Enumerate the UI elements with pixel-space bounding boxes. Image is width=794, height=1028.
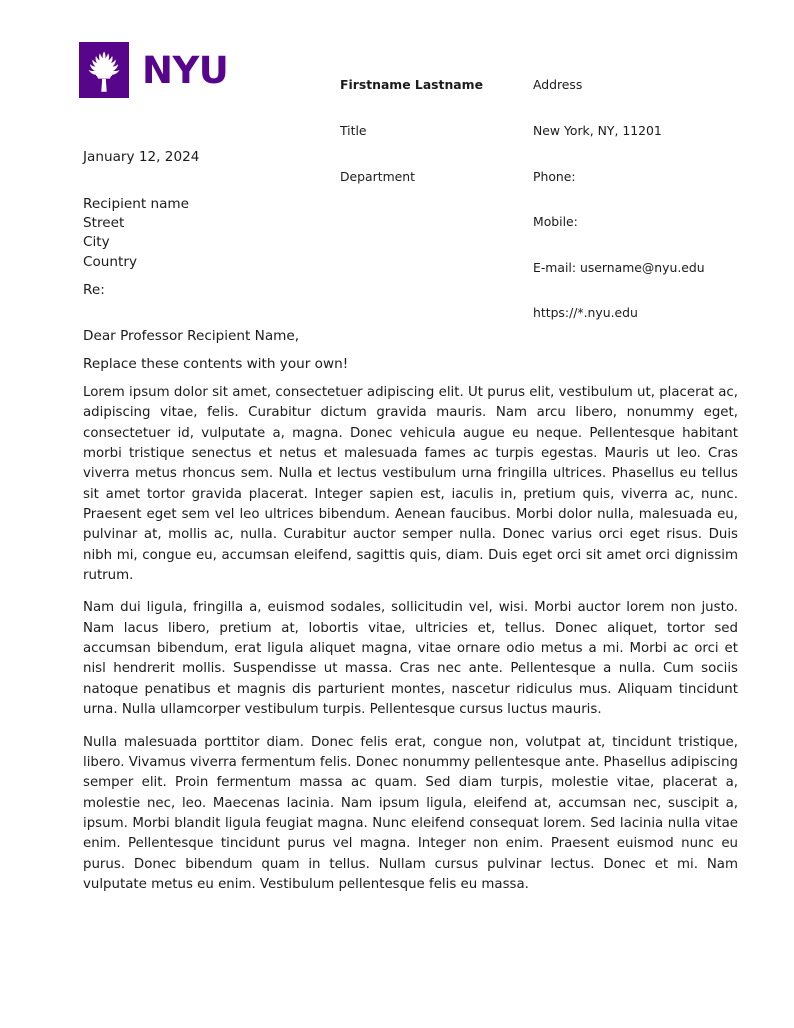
letter-date: January 12, 2024 — [83, 149, 200, 165]
recipient-city: City — [83, 234, 110, 251]
body-paragraph-1: Lorem ipsum dolor sit amet, consectetuer adipiscing elit. Ut purus elit, vestibulum ut, placerat ac, adipiscing vitae, felis. Curabitur dictum gravida mauris. Nam arcu libero, nonummy eget, consectetuer id, vulputate a, magna. Donec vehicula augue eu neque. Pellentesque habitant morbi tristique senectus et netus et malesuada fames ac turpis egestas. Mauris ut leo. Cras viverra metus rhoncus sem. Nulla et lectus vestibulum urna fringilla ultrices. Phasellus eu tellus sit amet tortor gravida placerat. Integer sapien est, iaculis in, pretium quis, viverra ac, nunc. Praesent eget sem vel leo ultrices bibendum. Aenean faucibus. Morbi dolor nulla, malesuada eu, pulvinar at, mollis ac, nulla. Curabitur auctor semper nulla. Donec varius orci eget risus. Duis nibh mi, congue eu, accumsan eleifend, sagittis quis, diam. Duis eget orci sit amet orci dignissim rutrum. — [83, 385, 738, 584]
contact-website: https://*.nyu.edu — [533, 305, 638, 321]
nyu-wordmark: NYU — [142, 48, 229, 92]
intro-line: Replace these contents with your own! — [83, 356, 349, 372]
body-paragraph-3: Nulla malesuada porttitor diam. Donec felis erat, congue non, volutpat at, tincidunt tristique, libero. Vivamus viverra fermentum felis. Donec nonummy pellentesque ante. Phasellus adipiscing semper elit. Proin fermentum massa ac quam. Sed diam turpis, molestie vitae, placerat a, molestie nec, leo. Maecenas lacinia. Nam ipsum ligula, eleifend at, accumsan nec, suscipit a, ipsum. Morbi blandit ligula feugiat magna. Nunc eleifend consequat lorem. Sed lacinia nulla vitae enim. Pellentesque tincidunt purus vel magna. Integer non enim. Praesent euismod nunc eu purus. Donec bibendum quam in tellus. Nullam cursus pulvinar lectus. Donec et mi. Nam vulputate metus eu enim. Vestibulum pellentesque felis eu massa. — [83, 734, 738, 892]
recipient-country: Country — [83, 253, 138, 270]
nyu-torch-icon — [79, 42, 129, 98]
letter-body — [83, 383, 738, 895]
subject-line: Re: — [83, 282, 105, 298]
contact-address: Address — [533, 77, 583, 93]
contact-info — [533, 47, 705, 351]
contact-mobile: Mobile: — [533, 214, 578, 230]
contact-phone: Phone: — [533, 168, 576, 184]
recipient-street: Street — [83, 215, 125, 232]
sender-name: Firstname Lastname — [340, 77, 483, 93]
body-paragraph-2: Nam dui ligula, fringilla a, euismod sodales, sollicitudin vel, wisi. Morbi auctor lorem non justo. Nam lacus libero, pretium at, lobortis vitae, ultricies et, tellus. Donec aliquet, tortor sed accumsan bibendum, erat ligula aliquet magna, vitae ornare odio metus a mi. Morbi ac orci et nisl hendrerit mollis. Suspendisse ut massa. Cras nec ante. Pellentesque a nulla. Cum sociis natoque penatibus et magnis dis parturient montes, nascetur ridiculus mus. Aliquam tincidunt urna. Nulla ullamcorper vestibulum turpis. Pellentesque cursus luctus mauris. — [83, 600, 738, 718]
contact-email: E-mail: username@nyu.edu — [533, 259, 705, 275]
recipient-name: Recipient name — [83, 196, 190, 212]
sender-title: Title — [340, 123, 367, 139]
nyu-logo — [79, 42, 228, 98]
salutation: Dear Professor Recipient Name, — [83, 328, 300, 344]
recipient-block — [83, 195, 189, 272]
sender-department: Department — [340, 168, 415, 184]
contact-city-state-zip: New York, NY, 11201 — [533, 123, 662, 139]
sender-info — [340, 47, 483, 214]
